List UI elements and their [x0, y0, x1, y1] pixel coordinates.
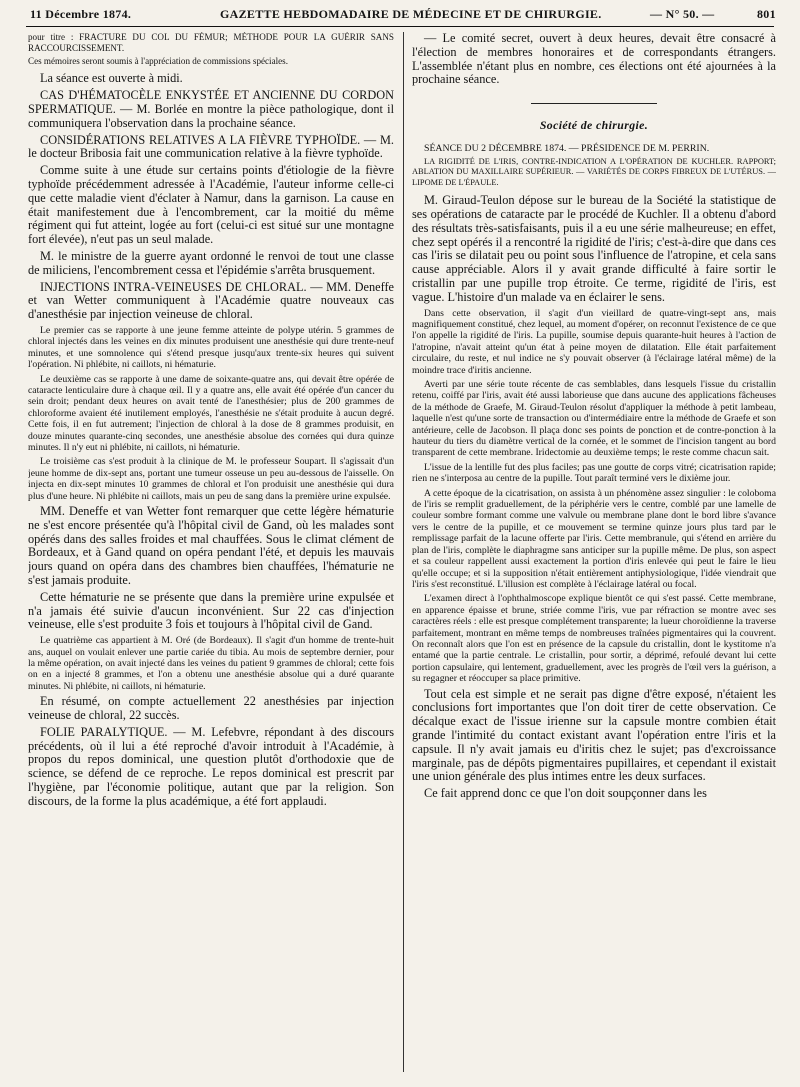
session-opening: La séance est ouverte à midi. [40, 71, 183, 86]
paragraph-conclusions: Tout cela est simple et ne serait pas digne d'être exposé, n'étaient les conclusions fort importantes que l'on doit tirer de cette observation. Ce décalque exact de l'issue irienne sur la capsule montre combien était grande l'intimité du contact existant avant l'opération entre l'iris et la capsule. Il n'y avait jamais eu d'iritis chez le sujet; pas d'excroissance marginale, pas de dépôts pigmentaires pupillaires, et cependant il existait une union générale des plus intimes entre les deux surfaces. [412, 686, 776, 784]
chloral-case-1: Le premier cas se rapporte à une jeune femme atteinte de polype utérin. 5 grammes de chloral injectés dans les veines en dix minutes produisent une anesthésie qui dure trente-neuf minutes, et une somnolence qui s'étend presque jusqu'aux trente-six heures qui suivent l'opération. Ni phlébite, ni caillots, ni hématurie. [28, 324, 394, 371]
chloral-case-4: Le quatrième cas appartient à M. Oré (de Bordeaux). Il s'agit d'un homme de trente-huit ans, auquel on voulait enlever une partie cariée du tibia. Au mois de septembre dernier, pour la même opération, on avait injecté dans les veines du patient 9 grammes de chloral; cette fois on en a injecté 8 grammes, et l'on a obtenu une anesthésie absolue qui a duré quarante minutes. Ni phlébite, ni caillots, ni hématurie. [28, 635, 394, 692]
paragraph-secret-committee: — Le comité secret, ouvert à deux heures, devait être consacré à l'élection de membres honoraires et de correspondants étrangers. L'assemblée n'étant plus en nombre, ces élections ont été ajournées à la prochaine séance. [412, 32, 776, 87]
paragraph-typhoid-namur: Comme suite à une étude sur certains points d'étiologie de la fièvre typhoïde précédemment adressée à l'Académie, l'auteur informe celle-ci que cette maladie vient d'éclater à Namur, dans la garnison. La cause en était manifestement due à l'encombrement, car la moitié du même régiment qui fut atteint, logée au fort (celui-ci est situé sur une montagne fort élevée), n'eut pas un seul malade. [28, 163, 394, 247]
paragraph-summary: En résumé, on compte actuellement 22 anesthésies par injection veineuse de chloral, 22 succès. [28, 694, 394, 723]
paragraph-final-line: Ce fait apprend donc ce que l'on doit soupçonner dans les [424, 786, 707, 801]
paragraph-chloral-intro: INJECTIONS INTRA-VEINEUSES DE CHLORAL. — MM. Deneffe et van Wetter communiquent à l'Académie quatre nouveaux cas d'anesthésie par injection veineuse de chloral. [28, 279, 394, 322]
observation-paragraph-5: L'examen direct à l'ophthalmoscope explique bientôt ce qui s'est passé. Cette membrane, en apparence épaisse et brune, striée comme l'iris, vue par réfraction se montre avec ses caractères réels : elle est presque complétement transparente; la lueur choroïdienne la traverse parfaitement, montrant en même temps de nombreuses traînées pigmentaires qui la couvrent. On reconnaît alors que l'on est en présence de la capsule du cristallin, dont le kystitome n'a entamé que la partie centrale. Le cristallin, pour sortir, a déprimé, refoulé devant lui cette portion capsulaire, qui lentement, graduellement, avec les progrès de l'œil vers la guérison, a su regagner et réoccuper sa place primitive. [412, 593, 776, 685]
paragraph-hematuria: MM. Deneffe et van Wetter font remarquer que cette légère hématurie ne s'est encore présentée qu'à l'hôpital civil de Gand, où les malades sont opérés dans des salles froides et mal chauffées. Sous le climat clément de Bordeaux, et à Gand quand on opéra pendant l'été, et depuis les mauvais jours quand on opéra dans des chambres bien chauffées, l'hématurie ne s'est jamais produite. [28, 504, 394, 588]
session-summary: LA RIGIDITÉ DE L'IRIS, CONTRE-INDICATION A L'OPÉRATION DE KUCHLER. RAPPORT; ABLATION DU MAXILLAIRE SUPÉRIEUR. — VARIÉTÉS DE CORPS FIBREUX DE L'UTÉRUS. — LIPOME DE L'ÉPAULE. [412, 156, 776, 187]
memoir-note: Ces mémoires seront soumis à l'appréciation de commissions spéciales. [28, 55, 288, 66]
observation-paragraph-4: A cette époque de la cicatrisation, on assista à un phénomène assez singulier : le coloboma de l'iris se remplit graduellement, de la périphérie vers le centre, comblé par une lamelle de couleur sombre formant comme une valvule ou membrane plane dont le bord libre s'avance vers le centre de la pupille, et ce mouvement se termine quinze jours plus tard par le remplissage parfait de la lacune offerte par l'iris. Cette membranule, qui s'étend en arrière du plan de l'iris, complète le diaphragme sans anticiper sur la pupille même. De plus, son aspect et sa couleur rappellent aussi exactement la portion d'iris enlevée qui peut le faire le lieu qu'elle occupe; et si la supposition n'était entièrement antiphysiologique, l'idée viendrait que l'iris s'est reconstitué. L'illusion est complète à l'éclairage latéral ou focal. [412, 487, 776, 590]
memoir-title-line: pour titre : FRACTURE DU COL DU FÉMUR; MÉTHODE POUR LA GUÉRIR SANS RACCOURCISSEMENT. [28, 32, 394, 53]
running-header [0, 0, 800, 26]
chloral-case-3: Le troisième cas s'est produit à la clinique de M. le professeur Soupart. Il s'agissait d'un jeune homme de dix-sept ans, portant une tumeur osseuse un peu au-dessous de l'aisselle. On injecta en dix-sept minutes 10 grammes de chloral et l'on produisit une anesthésie qui dura plus d'une heure. Ni phlébite ni caillots, mais un peu de sang dans la première urine expulsée. [28, 456, 394, 502]
observation-paragraph-2: Averti par une série toute récente de cas semblables, dans lesquels l'issue du cristallin retenu, coiffé par l'iris, avait été aussi laborieuse que dans aucune des applications fâcheuses de la méthode de Graefe, M. Giraud-Teulon résolut d'appliquer la méthode à petit lambeau, laquelle n'est qu'une sorte de transaction ou d'intermédiaire entre la méthode de Graefe et son antérieure, celle de Jacobson. Il plaça donc ses points de ponction et de contre-ponction à la hauteur du tiers du diamètre vertical de la cornée, et le sommet de l'incision tangent au bord transparent de cette membrane. Iridectomie au deuxième temps; le reste comme chacun sait. [412, 379, 776, 459]
chloral-case-2: Le deuxième cas se rapporte à une dame de soixante-quatre ans, qui devait être opérée de cataracte lenticulaire dure à chaque œil. Il y a quatre ans, elle avait été opérée d'un cancer du sein droit; pendant deux heures on avait tenté de l'anesthésier; plus de 200 grammes de chloroforme avaient été inutilement employés, l'anesthésie ne s'était produite à aucun degré. Cette fois, il en fut autrement; l'injection de chloral à la dose de 8 grammes produisit, en douze minutes quarante-cinq secondes, une anesthésie absolue des cornées qui dura quinze minutes. Il n'y eut ni phlébite, ni caillots, ni hématurie. [28, 373, 394, 453]
paragraph-giraud-teulon: M. Giraud-Teulon dépose sur le bureau de la Société la statistique de ses opérations de cataracte par le procédé de Kuchler. Il a obtenu d'abord des résultats très-satisfaisants, puis il a eu une série malheureuse; en effet, chez sept opérés il a rencontré la rigidité de l'iris; c'est-à-dire que dans ces cas l'iris se dilatait peu ou point sous l'influence de l'atropine, et cela sans cause appréciable. Alors il y avait grande difficulté à faire sortir le cristallin par une pupille trop étroite. Ce terme, rigidité de l'iris, est vague. L'histoire d'un malade va en éclairer le sens. [412, 193, 776, 304]
paragraph-typhoid-intro: CONSIDÉRATIONS RELATIVES A LA FIÈVRE TYPHOÏDE. — M. le docteur Bribosia fait une communication relative à la fièvre typhoïde. [28, 132, 394, 161]
left-column [28, 32, 394, 1077]
journal-title: GAZETTE HEBDOMADAIRE DE MÉDECINE ET DE CHIRURGIE. [220, 7, 602, 21]
right-column [412, 32, 776, 1077]
column-divider [403, 32, 404, 1072]
issue-number: — N° 50. — [650, 7, 715, 21]
session-line: SÉANCE DU 2 DÉCEMBRE 1874. — PRÉSIDENCE DE M. PERRIN. [424, 143, 710, 155]
paragraph-hematuria-stats: Cette hématurie ne se présente que dans la première urine expulsée et n'a jamais été suivie d'aucun inconvénient. Sur 22 cas d'injection veineuse, elle s'est produite 3 fois et toujours à l'hôpital civil de Gand. [28, 589, 394, 632]
section-rule [531, 103, 657, 104]
page-number: 801 [757, 7, 776, 21]
issue-date: 11 Décembre 1874. [30, 7, 132, 21]
section-heading: Société de chirurgie. [539, 118, 649, 133]
paragraph-paralytic-folly: FOLIE PARALYTIQUE. — M. Lefebvre, répondant à des discours précédents, où il lui a été reproché d'avoir introduit à l'Académie, à propos du repos dominical, une question plutôt d'orthodoxie que de science, se défend de ce reproche. Le repos dominical est prescrit par l'hygiène, par l'économie politique, autant que par la religion. Son discours, de la forme la plus académique, a été fort applaudi. [28, 724, 394, 808]
paragraph-typhoid-minister: M. le ministre de la guerre ayant ordonné le renvoi de tout une classe de miliciens, l'encombrement cessa et l'épidémie s'arrêta brusquement. [28, 248, 394, 277]
observation-paragraph-1: Dans cette observation, il s'agit d'un vieillard de quatre-vingt-sept ans, mais magnifiquement constitué, chez lequel, au moment d'opérer, on reconnut l'existence de ce que l'on appelle la rigidité de l'iris. La pupille, soumise depuis quarante-huit heures à l'action de l'atropine, n'avait atteint qu'un état à peine moyen de dilatation. Elle était parfaitement circulaire, du reste, et nul indice ne s'y pouvait observer (à l'éclairage latéral même) de la moindre trace d'iritis ancienne. [412, 307, 776, 376]
paragraph-hematocele: CAS D'HÉMATOCÈLE ENKYSTÉE ET ANCIENNE DU CORDON SPERMATIQUE. — M. Borlée en montre la pièce pathologique, dont il communiquera l'observation dans la prochaine séance. [28, 88, 394, 130]
observation-paragraph-3: L'issue de la lentille fut des plus faciles; pas une goutte de corps vitré; cicatrisation rapide; rien ne s'interposa au centre de la pupille. Tout paraît terminé vers le dixième jour. [412, 461, 776, 485]
header-rule [26, 26, 774, 27]
